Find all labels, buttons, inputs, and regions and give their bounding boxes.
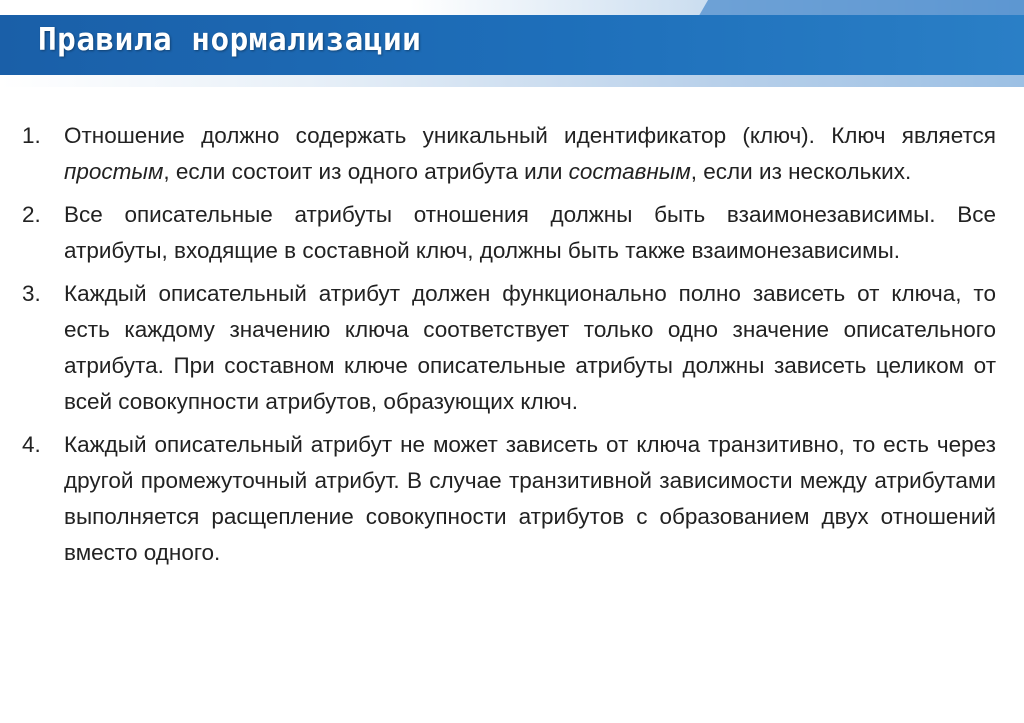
rule-item (22, 197, 996, 269)
rule-text (64, 432, 996, 565)
rule-text (64, 202, 996, 263)
rule-item (22, 427, 996, 571)
rule-text-segment: , если из нескольких. (690, 159, 912, 184)
slide-title: Правила нормализации (38, 22, 422, 58)
rule-number: 1. (22, 123, 41, 148)
rule-text (64, 123, 996, 184)
rule-number: 4. (22, 432, 41, 457)
rule-text-segment: , если состоит из одного атрибута или (163, 159, 569, 184)
rule-text-segment: Отношение должно содержать уникальный идентификатор (ключ). Ключ является (64, 123, 996, 148)
rule-text-emphasis: простым (64, 159, 164, 184)
decor-stripe-bottom (0, 75, 1024, 87)
rule-number: 2. (22, 202, 41, 227)
rule-number: 3. (22, 281, 41, 306)
rule-text-segment: Каждый описательный атрибут не может зависеть от ключа транзитивно, то есть через другой промежуточный атрибут. В случае транзитивной зависимости между атрибутами выполняется расщепление совокупности атрибутов с образованием двух отношений вместо одного. (64, 432, 996, 565)
rule-text (64, 281, 996, 414)
rule-text-segment: Каждый описательный атрибут должен функционально полно зависеть от ключа, то есть каждому значению ключа соответствует только одно значение описательного атрибута. При составном ключе описательные атрибуты должны зависеть целиком от всей совокупности атрибутов, образующих ключ. (64, 281, 996, 414)
rule-text-segment: Все описательные атрибуты отношения должны быть взаимонезависимы. Все атрибуты, входящие в составной ключ, должны быть также взаимонезависимы. (64, 202, 996, 263)
rule-text-emphasis: составным (568, 159, 691, 184)
rules-list (22, 118, 996, 578)
rule-item (22, 276, 996, 420)
rule-item (22, 118, 996, 190)
